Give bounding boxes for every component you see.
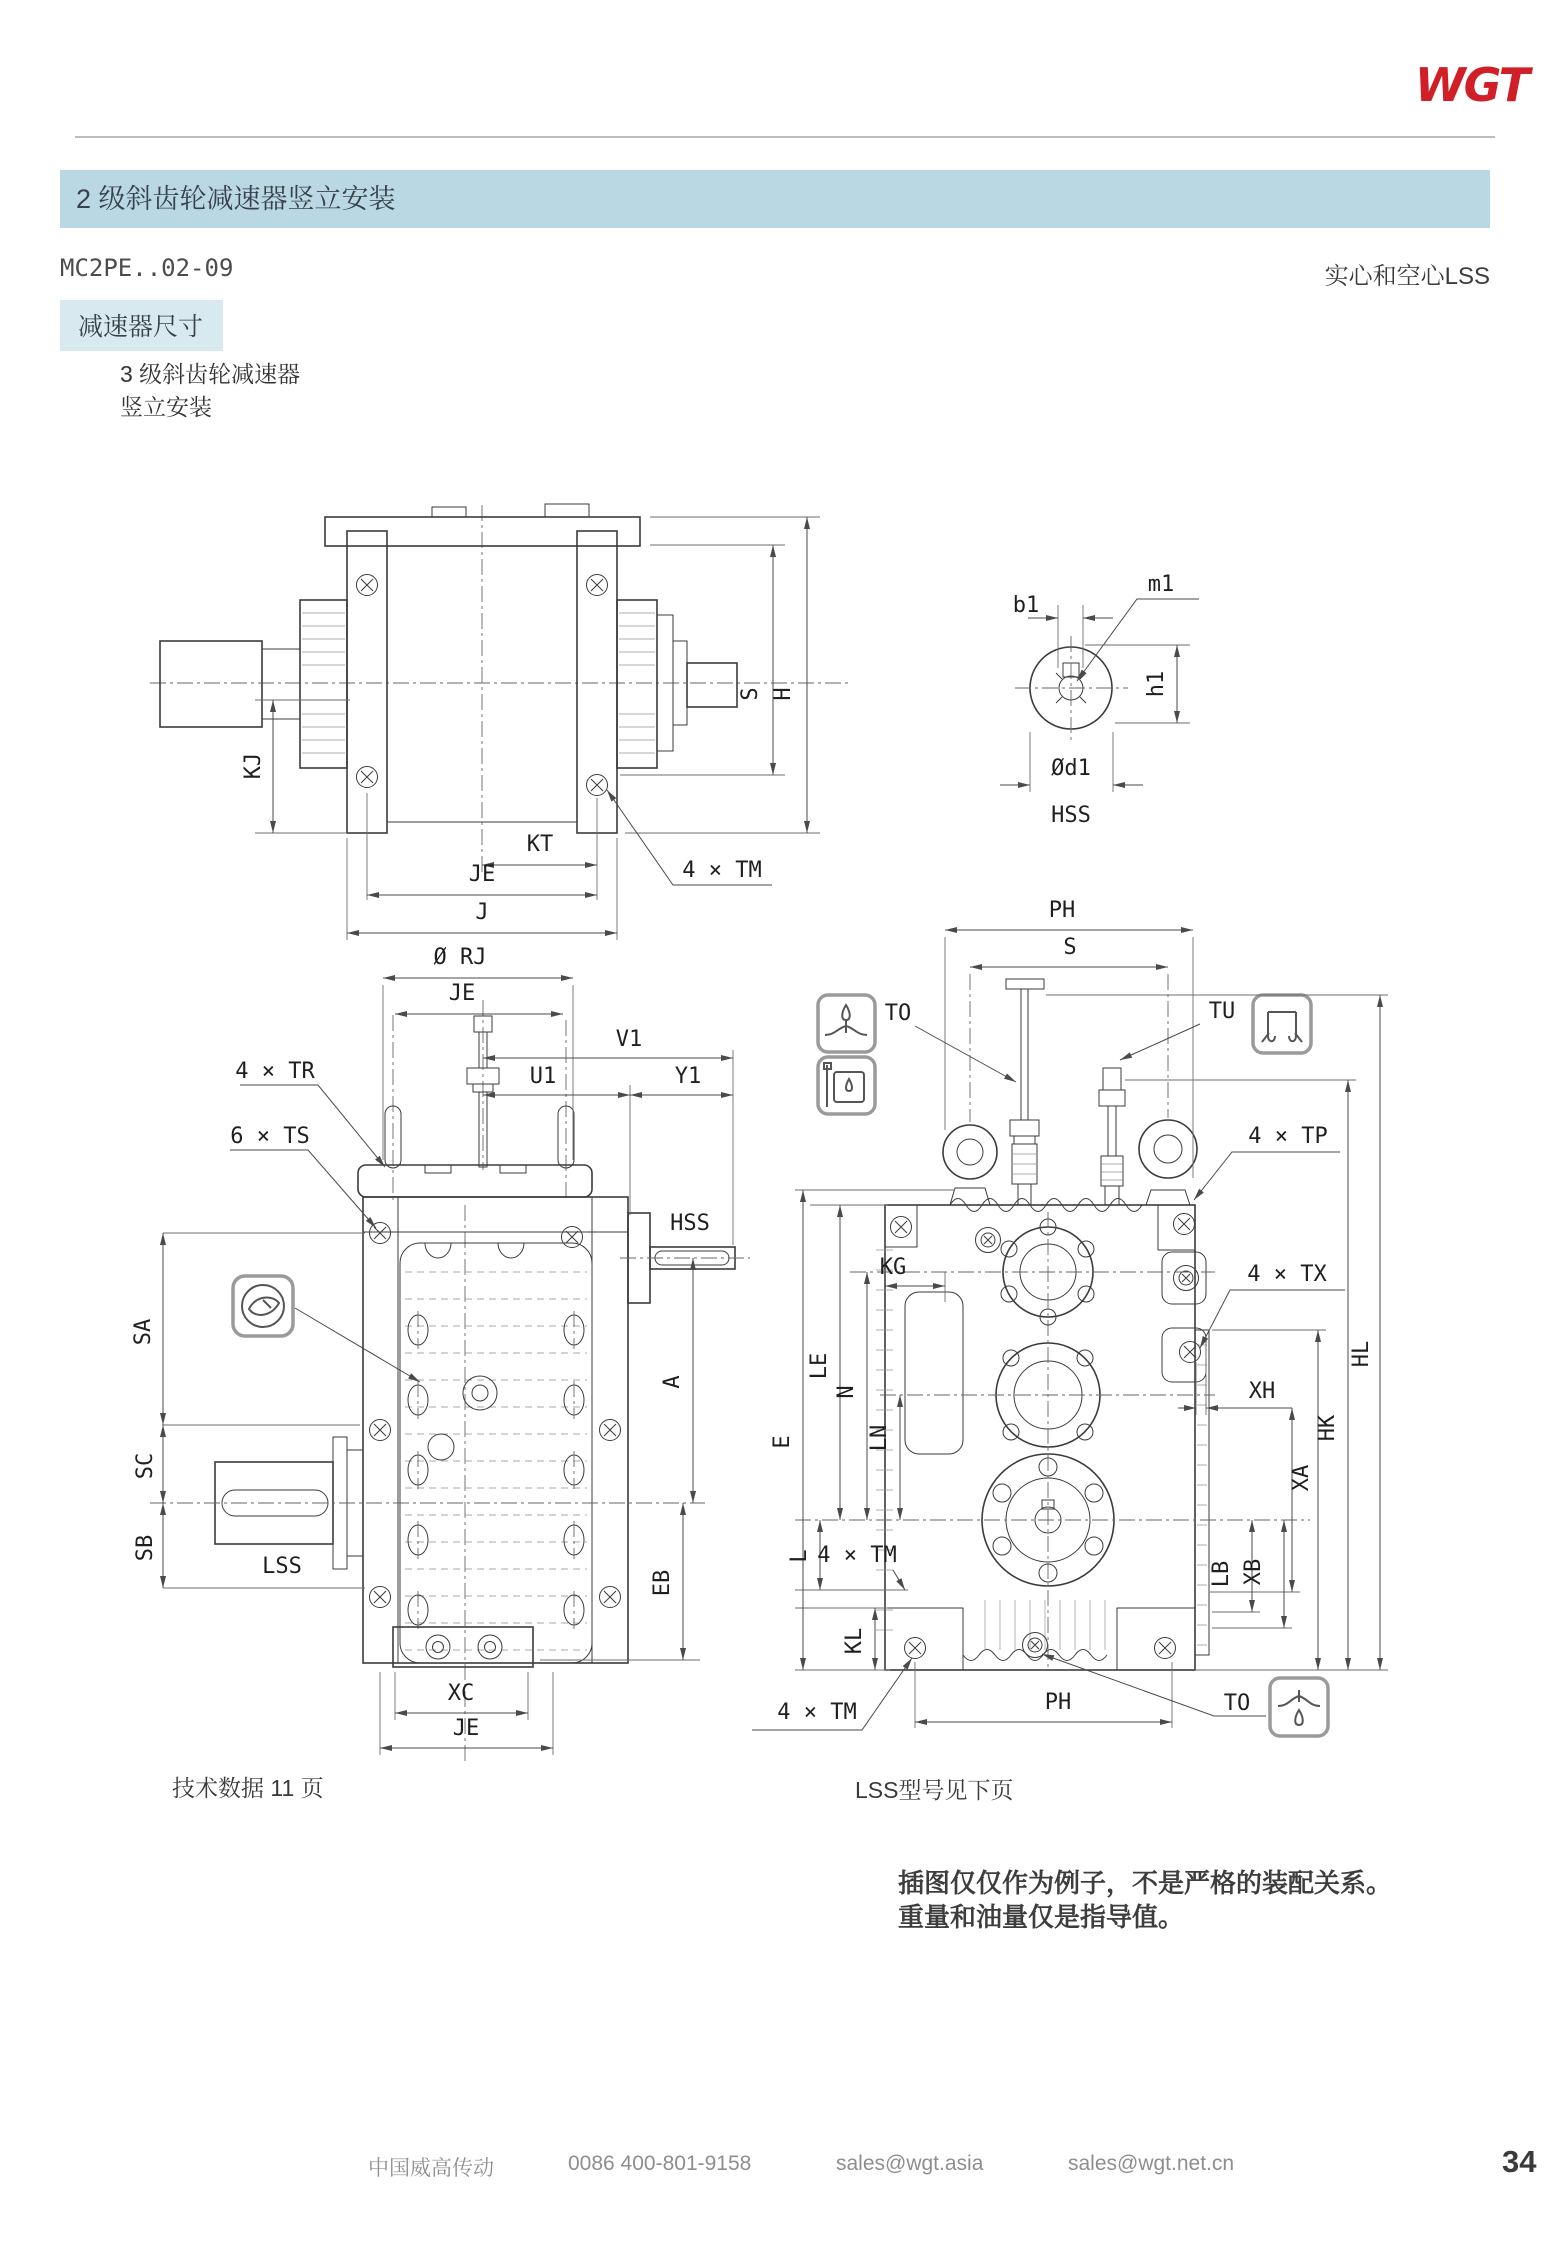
hss-section-geometry (1015, 636, 1128, 740)
dim-b1: b1 (1012, 593, 1040, 618)
dim-sc: SC (133, 1452, 158, 1480)
dim-a: A (660, 1375, 685, 1389)
dim-ph-top: PH (1048, 898, 1076, 923)
dim-tm-bottom: 4 × TM (777, 1700, 857, 1725)
section-title: 2 级斜齿轮减速器竖立安装 (76, 184, 396, 214)
dim-kl: KL (842, 1627, 867, 1655)
dim-je-bottom: JE (452, 1716, 480, 1741)
side-view-drawing (150, 504, 850, 940)
side-view-dimensions (241, 517, 820, 940)
dim-tm-mid: 4 × TM (817, 1543, 897, 1568)
dim-v1: V1 (615, 1027, 643, 1052)
dim-tr-leader: 4 × TR (235, 1059, 315, 1084)
dim-u1: U1 (529, 1064, 557, 1089)
dim-ts-leader: 6 × TS (230, 1124, 310, 1149)
wgt-logo: WGT (1414, 58, 1528, 112)
dim-xb: XB (1241, 1558, 1266, 1586)
subtitle-line-1: 3 级斜齿轮减速器 (120, 361, 301, 387)
shaft-type-note: 实心和空心LSS (1324, 263, 1490, 290)
dim-eb: EB (650, 1569, 675, 1597)
dim-to-bottom: TO (1223, 1691, 1251, 1716)
dim-j: J (475, 900, 489, 925)
dim-tp-leader: 4 × TP (1248, 1124, 1328, 1149)
dim-xh: XH (1248, 1379, 1276, 1404)
dim-xa: XA (1289, 1464, 1314, 1492)
dim-rj: Ø RJ (433, 945, 487, 970)
dim-sb: SB (133, 1534, 158, 1562)
model-code: MC2PE..02-09 (60, 254, 234, 282)
footer-phone: 0086 400-801-9158 (568, 2152, 752, 2175)
dim-kt: KT (526, 832, 554, 857)
footer-email-net: sales@wgt.net.cn (1068, 2152, 1235, 2175)
vent-plug-icon (1253, 995, 1311, 1053)
dim-le: LE (807, 1352, 832, 1380)
dim-h1: h1 (1144, 670, 1169, 698)
front-view-dimensions (131, 945, 733, 1755)
page-number: 34 (1502, 2144, 1537, 2179)
front-view-drawing (131, 945, 750, 1801)
dim-n: N (834, 1385, 859, 1399)
plan-view-footnote: LSS型号见下页 (855, 1777, 1014, 1803)
dim-l: L (787, 1549, 812, 1563)
disclaimer-line-1: 插图仅仅作为例子，不是严格的装配关系。 (898, 1868, 1393, 1898)
dim-y1: Y1 (674, 1064, 702, 1089)
dim-lb: LB (1209, 1560, 1234, 1588)
hss-section-dimensions (1000, 572, 1199, 828)
dim-d1: Ød1 (1051, 756, 1091, 781)
dim-kj: KJ (241, 752, 266, 780)
dim-s: S (738, 687, 763, 701)
dim-s-plan: S (1063, 935, 1077, 960)
dim-xc: XC (447, 1681, 475, 1706)
breather-icon (818, 995, 875, 1052)
dim-tm-leader: 4 × TM (682, 858, 762, 883)
plan-view-drawing (752, 898, 1388, 1803)
dim-kg: KG (879, 1255, 907, 1280)
hss-caption: HSS (1051, 803, 1091, 828)
dim-je: JE (468, 862, 496, 887)
front-view-footnote: 技术数据 11 页 (172, 1775, 324, 1801)
dim-hk: HK (1315, 1414, 1340, 1442)
oil-sight-glass-icon (233, 1276, 420, 1382)
dim-e: E (770, 1435, 795, 1449)
dim-ln: LN (867, 1424, 892, 1452)
dimensions-tag: 减速器尺寸 (60, 300, 223, 351)
lss-shaft-label: LSS (262, 1554, 302, 1579)
hss-section-drawing (1000, 572, 1199, 828)
dim-to-top: TO (884, 1001, 912, 1026)
disclaimer-note (898, 1866, 1392, 1934)
dim-tx-leader: 4 × TX (1247, 1262, 1327, 1287)
dim-tu: TU (1208, 999, 1236, 1024)
drain-plug-icon (1270, 1678, 1328, 1736)
dim-sa: SA (131, 1318, 156, 1346)
footer-email-asia: sales@wgt.asia (836, 2152, 984, 2175)
disclaimer-line-2: 重量和油量仅是指导值。 (898, 1902, 1185, 1932)
footer-company: 中国威高传动 (368, 2157, 494, 2180)
oil-can-icon (818, 1057, 875, 1114)
hss-shaft-label: HSS (670, 1211, 710, 1236)
dim-m1: m1 (1147, 572, 1175, 597)
dim-ph-bottom: PH (1044, 1690, 1072, 1715)
plan-view-dimensions (752, 898, 1388, 1730)
subtitle-line-2: 竖立安装 (120, 394, 212, 420)
dim-je-top: JE (448, 981, 476, 1006)
dim-hl: HL (1349, 1340, 1374, 1368)
dim-h: H (771, 687, 796, 701)
